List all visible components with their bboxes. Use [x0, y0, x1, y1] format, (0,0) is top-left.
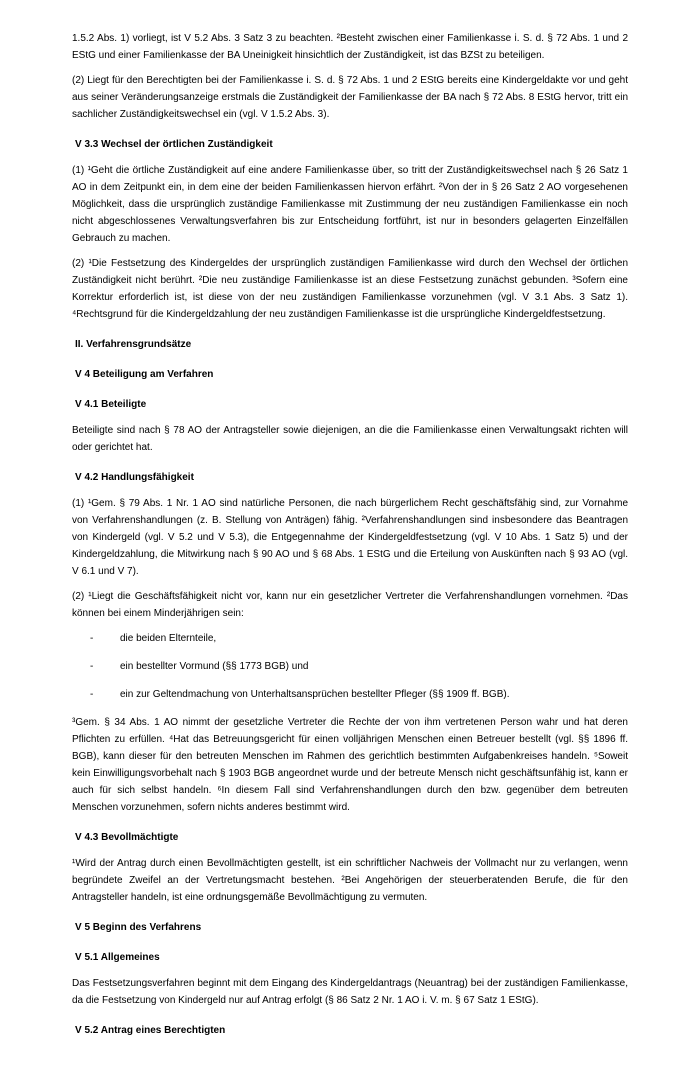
section-heading-v41: V 4.1 Beteiligte — [75, 399, 147, 410]
section-heading-v52: V 5.2 Antrag eines Berechtigten — [75, 1025, 226, 1036]
paragraph: Das Festsetzungsverfahren beginnt mit dem Eingang des Kindergeldantrags (Neuantrag) bei der zuständigen Familienkasse, da die Festsetzung von Kindergeld nur auf Antrag erfolgt (§ 86 Satz 2 Nr. 1 AO i. V. m. § 67 Satz 1 EStG). — [72, 978, 628, 1006]
list-item — [72, 686, 628, 703]
paragraph: (1) ¹Geht die örtliche Zuständigkeit auf eine andere Familienkasse über, so tritt der Zuständigkeitswechsel nach § 26 Satz 1 AO in dem Zeitpunkt ein, in dem eine der beiden Familienkassen hiervon erfährt. ²Von der in § 26 Satz 2 AO vorgesehenen Möglichkeit, dass die ursprünglich zuständige Familienkasse mit Zustimmung der neu zuständigen Familienkasse ein noch nicht abgeschlossenes Verwaltungsverfahren bis zur Entscheidung fortführt, ist nur in besonders gelagerten Einzelfällen Gebrauch zu machen. — [72, 165, 628, 244]
section-heading-v4: V 4 Beteiligung am Verfahren — [75, 369, 214, 380]
paragraph: ³Gem. § 34 Abs. 1 AO nimmt der gesetzliche Vertreter die Rechte der von ihm vertretenen Person wahr und hat deren Pflichten zu erfüllen. ⁴Hat das Betreuungsgericht für einen volljährigen Menschen einen Betreuer bestellt (vgl. §§ 1896 ff. BGB), kann dieser für den betreuten Menschen im Rahmen des gerichtlich bestimmten Aufgabenkreises handeln. ⁵Soweit kein Einwilligungsvorbehalt nach § 1903 BGB angeordnet wurde und der betreute Mensch nicht geschäftsunfähig ist, kann er auch für sich selbst handeln. ⁶In diesem Fall sind Verfahrenshandlungen durch den bzw. gegenüber dem betreuten Menschen vorzunehmen, sofern nichts anderes bestimmt wird. — [72, 717, 628, 813]
chapter-heading-ii: II. Verfahrensgrundsätze — [75, 339, 192, 350]
paragraph: (2) ¹Liegt die Geschäftsfähigkeit nicht vor, kann nur ein gesetzlicher Vertreter die Verfahrenshandlungen vornehmen. ²Das können bei einem Minderjährigen sein: — [72, 591, 628, 619]
section-heading-v5: V 5 Beginn des Verfahrens — [75, 922, 202, 933]
list-item-text: ein bestellter Vormund (§§ 1773 BGB) und — [120, 661, 309, 672]
dash-bullet: - — [90, 689, 94, 700]
list-item — [72, 630, 628, 647]
section-heading-v43: V 4.3 Bevollmächtigte — [75, 832, 179, 843]
section-heading-v42: V 4.2 Handlungsfähigkeit — [75, 472, 194, 483]
paragraph: (2) ¹Die Festsetzung des Kindergeldes der ursprünglich zuständigen Familienkasse wird durch den Wechsel der örtlichen Zuständigkeit nicht berührt. ²Die neu zuständige Familienkasse ist an diese Festsetzung zunächst gebunden. ³Sofern eine Korrektur erforderlich ist, ist diese von der neu zuständigen Familienkasse vorzunehmen (vgl. V 3.1 Abs. 3 Satz 1). ⁴Rechtsgrund für die Kindergeldzahlung der neu zuständigen Familienkasse ist die ursprüngliche Kindergeldfestsetzung. — [72, 258, 628, 320]
paragraph: (2) Liegt für den Berechtigten bei der Familienkasse i. S. d. § 72 Abs. 1 und 2 EStG bereits eine Kindergeldakte vor und geht aus seiner Veränderungsanzeige erstmals die Zuständigkeit der Familienkasse der BA nach § 72 Abs. 8 EStG hervor, tritt ein sachlicher Zuständigkeitswechsel ein (vgl. V 1.5.2 Abs. 3). — [72, 75, 628, 120]
list-item — [72, 658, 628, 675]
dash-bullet: - — [90, 661, 94, 672]
paragraph: ¹Wird der Antrag durch einen Bevollmächtigten gestellt, ist ein schriftlicher Nachweis der Vollmacht nur zu verlangen, wenn begründete Zweifel an der Vertretungsmacht bestehen. ²Bei Angehörigen der steuerberatenden Berufe, die für den Antragsteller handeln, ist eine ordnungsgemäße Bevollmächtigung zu vermuten. — [72, 858, 628, 903]
section-heading-v51: V 5.1 Allgemeines — [75, 952, 160, 963]
bullet-list — [72, 630, 628, 703]
paragraph-continuation: 1.5.2 Abs. 1) vorliegt, ist V 5.2 Abs. 3 Satz 3 zu beachten. ²Besteht zwischen einer Familienkasse i. S. d. § 72 Abs. 1 und 2 EStG und einer Familienkasse der BA Uneinigkeit hinsichtlich der Zuständigkeit, ist das BZSt zu beteiligen. — [72, 33, 628, 61]
paragraph: Beteiligte sind nach § 78 AO der Antragsteller sowie diejenigen, an die die Familienkasse einen Verwaltungsakt richten will oder gerichtet hat. — [72, 425, 628, 453]
section-heading-v33: V 3.3 Wechsel der örtlichen Zuständigkeit — [75, 139, 273, 150]
paragraph: (1) ¹Gem. § 79 Abs. 1 Nr. 1 AO sind natürliche Personen, die nach bürgerlichem Recht geschäftsfähig sind, zur Vornahme von Verfahrenshandlungen (z. B. Stellung von Anträgen) fähig. ²Verfahrenshandlungen sind insbesondere das Beantragen von Kindergeld (vgl. V 5.2 und V 5.3), die Entgegennahme der Kindergeldfestsetzung (vgl. V 10 Abs. 1 Satz 5) und der Kindergeldzahlung, die Mitwirkung nach § 90 AO und § 68 Abs. 1 EStG und die Erteilung von Auskünften nach § 93 AO (vgl. V 6.1 und V 7). — [72, 498, 628, 577]
list-item-text: ein zur Geltendmachung von Unterhaltsansprüchen bestellter Pfleger (§§ 1909 ff. BGB). — [120, 689, 510, 700]
list-item-text: die beiden Elternteile, — [120, 633, 217, 644]
dash-bullet: - — [90, 633, 94, 644]
